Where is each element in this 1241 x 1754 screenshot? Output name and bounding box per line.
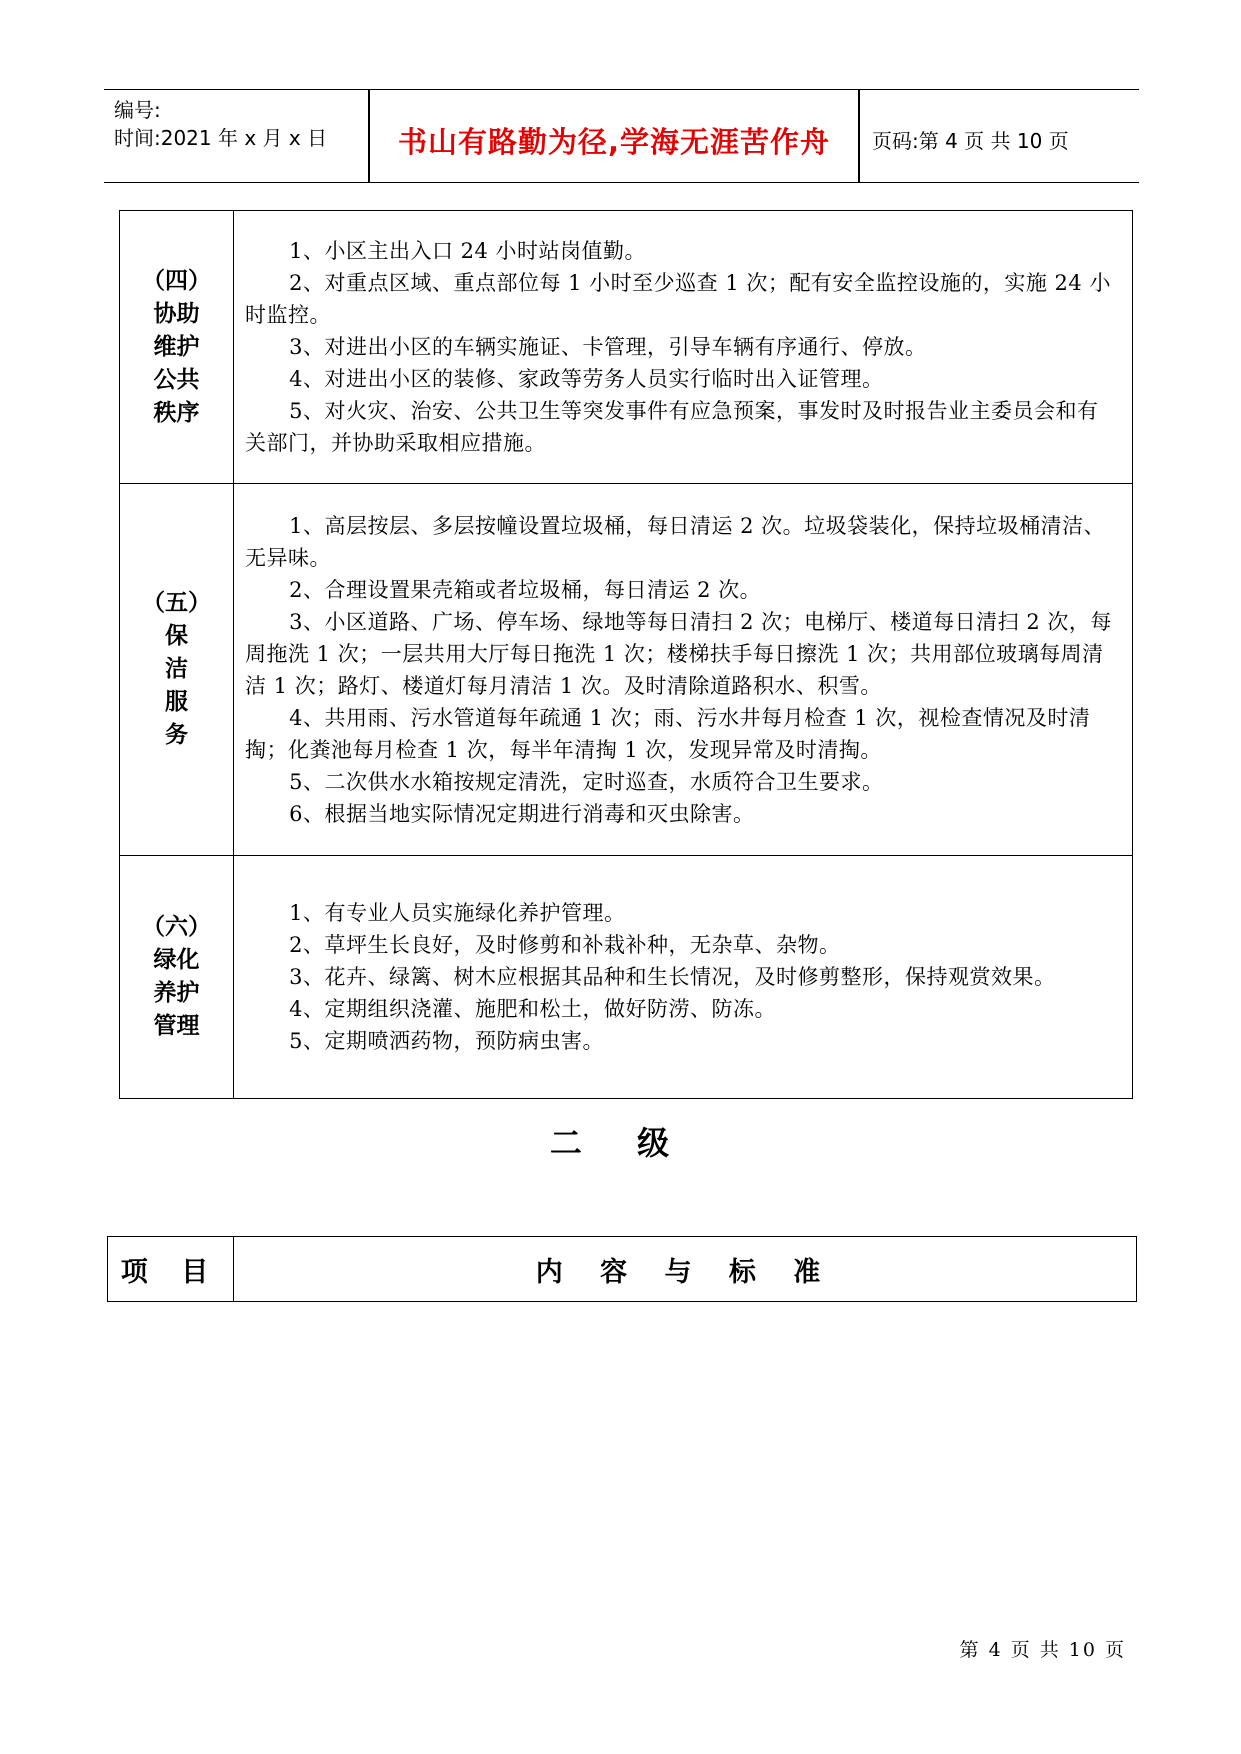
standards-table — [119, 210, 1133, 1099]
category-line: 管理 — [153, 1013, 200, 1039]
list-item: 1、高层按层、多层按幢设置垃圾桶，每日清运 2 次。垃圾袋装化，保持垃圾桶清洁、无异味。 — [245, 513, 1106, 570]
list-item: 3、小区道路、广场、停车场、绿地等每日清扫 2 次；电梯厅、楼道每日清扫 2 次，每周拖洗 1 次；一层共用大厅每日拖洗 1 次；楼梯扶手每日擦洗 1 次；共用部位玻璃每周清洁 1 次；路灯、楼道灯每月清洁 1 次。及时清除道路积水、积雪。 — [245, 609, 1112, 698]
table-row — [108, 1237, 1137, 1302]
header-meta — [114, 90, 366, 182]
category-cell — [120, 211, 234, 484]
list-item: 4、共用雨、污水管道每年疏通 1 次；雨、污水井每月检查 1 次，视检查情况及时清掏；化粪池每月检查 1 次，每半年清掏 1 次，发现异常及时清掏。 — [245, 705, 1091, 762]
category-line: 秩序 — [153, 399, 200, 426]
level-table-header — [107, 1236, 1137, 1302]
list-item: 3、对进出小区的车辆实施证、卡管理，引导车辆有序通行、停放。 — [289, 335, 927, 359]
category-line: 公共 — [153, 366, 200, 393]
list-item: 1、有专业人员实施绿化养护管理。 — [289, 901, 626, 925]
list-item: 2、合理设置果壳箱或者垃圾桶，每日清运 2 次。 — [289, 577, 762, 602]
level-title: 二 级 — [549, 1124, 692, 1162]
category-line: （四） — [142, 267, 211, 294]
list-item: 5、对火灾、治安、公共卫生等突发事件有应急预案，事发时及时报告业主委员会和有关部门，并协助采取相应措施。 — [245, 399, 1099, 455]
category-line: 服 — [165, 689, 188, 715]
category-cell — [120, 484, 234, 856]
table-row — [120, 856, 1133, 1099]
list-item: 2、草坪生长良好，及时修剪和补栽补种，无杂草、杂物。 — [289, 933, 841, 957]
category-line: 绿化 — [153, 947, 200, 973]
header-number-label: 编号: — [114, 98, 161, 122]
page-header — [104, 89, 1139, 183]
list-item: 4、对进出小区的装修、家政等劳务人员实行临时出入证管理。 — [289, 367, 884, 391]
header-divider — [858, 90, 860, 182]
table-row — [120, 211, 1133, 484]
list-item: 5、定期喷洒药物，预防病虫害。 — [289, 1029, 604, 1053]
category-line: （六） — [142, 914, 211, 940]
column-header-item: 项 目 — [108, 1237, 234, 1302]
category-line: （五） — [142, 590, 211, 616]
page-footer: 第 4 页 共 10 页 — [959, 1639, 1126, 1661]
category-line: 洁 — [165, 656, 188, 682]
category-line: 保 — [165, 623, 188, 649]
list-item: 4、定期组织浇灌、施肥和松土，做好防涝、防冻。 — [289, 997, 776, 1021]
category-cell — [120, 856, 234, 1099]
column-header-content: 内 容 与 标 准 — [234, 1237, 1137, 1302]
header-motto: 书山有路勤为径,学海无涯苦作舟 — [397, 125, 831, 159]
content-cell — [234, 211, 1133, 484]
category-line: 维护 — [153, 333, 200, 360]
list-item: 3、花卉、绿篱、树木应根据其品种和生长情况，及时修剪整形，保持观赏效果。 — [289, 965, 1056, 989]
category-line: 养护 — [153, 980, 200, 1006]
category-line: 务 — [165, 722, 188, 748]
content-cell — [234, 856, 1133, 1099]
list-item: 5、二次供水水箱按规定清洗，定时巡查，水质符合卫生要求。 — [289, 769, 884, 794]
table-row — [120, 484, 1133, 856]
list-item: 6、根据当地实际情况定期进行消毒和灭虫除害。 — [289, 801, 755, 826]
header-page-label: 页码:第 4 页 共 10 页 — [872, 129, 1069, 153]
content-cell — [234, 484, 1133, 856]
list-item: 2、对重点区域、重点部位每 1 小时至少巡查 1 次；配有安全监控设施的，实施 24 小时监控。 — [245, 271, 1111, 327]
list-item: 1、小区主出入口 24 小时站岗值勤。 — [289, 239, 647, 263]
category-line: 协助 — [153, 300, 200, 327]
header-time-label: 时间:2021 年 x 月 x 日 — [114, 126, 328, 150]
